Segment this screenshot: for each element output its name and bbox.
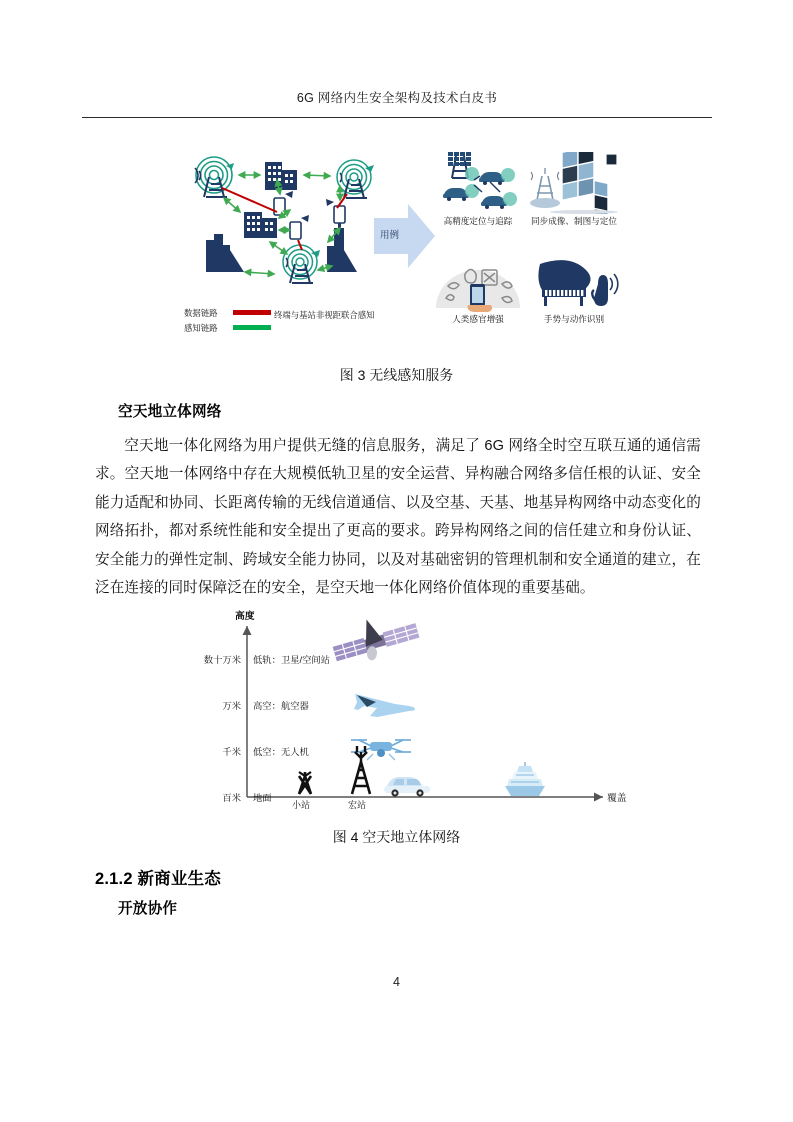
legend-label-data-link: 数据链路 bbox=[184, 307, 218, 318]
usecase-label-1: 高精度定位与追踪 bbox=[443, 216, 513, 226]
small-cell-tower-icon bbox=[299, 772, 311, 794]
ground-label-macro-cell: 宏站 bbox=[348, 800, 367, 810]
usecase-item-1 bbox=[432, 152, 524, 227]
figure-3-wireless-sensing bbox=[182, 150, 622, 350]
building-icon-2 bbox=[244, 212, 277, 238]
usecase-label-3: 人类感官增强 bbox=[452, 314, 504, 324]
figure-4-svg bbox=[185, 612, 625, 817]
legend-row-sensing-link bbox=[184, 320, 399, 335]
page-number: 4 bbox=[393, 975, 400, 989]
figure-3-caption: 图 3 无线感知服务 bbox=[339, 367, 454, 383]
figure-4-air-space-ground-network bbox=[185, 612, 625, 817]
usecase-arrow-label: 用例 bbox=[380, 230, 400, 241]
figure-3-legend bbox=[184, 305, 399, 335]
device-icon-3 bbox=[290, 215, 309, 239]
usecase-grid bbox=[432, 150, 622, 350]
usecase-label-2: 同步成像、制图与定位 bbox=[531, 216, 617, 226]
usecase-arrow bbox=[374, 202, 436, 270]
sensory-augmentation-icon bbox=[432, 250, 524, 312]
tier-label-low-altitude: 低空：无人机 bbox=[253, 747, 309, 757]
x-axis-title: 覆盖 bbox=[607, 793, 627, 804]
figure-4-caption: 图 4 空天地立体网络 bbox=[332, 829, 461, 845]
building-icon-3 bbox=[206, 234, 244, 272]
tier-label-leo: 低轨：卫星/空间站 bbox=[253, 655, 330, 665]
usecase-item-4 bbox=[526, 250, 622, 325]
section-heading-2-1-2: 2.1.2 新商业生态 bbox=[95, 870, 221, 888]
subsection-heading-air-space-ground: 空天地立体网络 bbox=[118, 404, 222, 420]
legend-note-text: 终端与基站非视距联合感知 bbox=[274, 310, 375, 320]
y-tick-label-2: 万米 bbox=[222, 701, 241, 711]
gesture-recognition-icon bbox=[526, 250, 622, 312]
ship-icon bbox=[505, 762, 545, 796]
tower-building-icon-4 bbox=[327, 222, 357, 272]
page-header-title: 6G 网络内生安全架构及技术白皮书 bbox=[296, 91, 498, 105]
building-icon-1 bbox=[265, 162, 297, 190]
usecase-item-3 bbox=[432, 250, 524, 325]
car-icon bbox=[384, 777, 430, 797]
base-station-icon-3 bbox=[283, 245, 320, 283]
base-station-icon-2 bbox=[337, 160, 374, 198]
legend-swatch-sensing-link bbox=[233, 325, 271, 329]
y-axis-title: 高度 bbox=[235, 611, 255, 622]
vehicle-tracking-icon bbox=[432, 152, 524, 214]
tier-label-high-altitude: 高空：航空器 bbox=[253, 701, 309, 711]
network-topology-svg bbox=[182, 150, 394, 305]
network-topology-diagram bbox=[182, 150, 394, 350]
legend-label-sensing-link: 感知链路 bbox=[184, 322, 218, 333]
header-divider bbox=[82, 117, 712, 118]
tier-label-ground: 地面 bbox=[253, 793, 272, 803]
ground-label-small-cell: 小站 bbox=[292, 800, 311, 810]
satellite-icon bbox=[328, 612, 422, 671]
imaging-cube-icon bbox=[526, 152, 622, 214]
y-tick-label-4: 百米 bbox=[222, 793, 241, 803]
legend-swatch-data-link bbox=[233, 310, 271, 314]
device-icon-2 bbox=[326, 199, 345, 223]
macro-tower-icon bbox=[352, 746, 370, 794]
body-paragraph: 空天地一体化网络为用户提供无缝的信息服务，满足了 6G 网络全时空互联互通的通信需求。空天地一体网络中存在大规模低轨卫星的安全运营、异构融合网络多信任根的认证、安全能力适配和协同、长距离传输的无线信道通信、以及空基、天基、地基异构网络中动态变化的网络拓扑，都对系统性能和安全提出了更高的要求。跨异构网络之间的信任建立和身份认证、安全能力的弹性定制、跨域安全能力协同，以及对基础密钥的管理机制和安全通道的建立，在泛在连接的同时保障泛在的安全，是空天地一体化网络价值体现的重要基础。 bbox=[95, 438, 701, 597]
subsection-heading-open-collaboration: 开放协作 bbox=[118, 901, 178, 917]
y-tick-label-3: 千米 bbox=[222, 747, 241, 757]
y-tick-label-1: 数十万米 bbox=[203, 655, 241, 665]
usecase-label-4: 手势与动作识别 bbox=[543, 314, 605, 324]
usecase-item-2 bbox=[526, 152, 622, 227]
airplane-icon bbox=[354, 694, 415, 717]
